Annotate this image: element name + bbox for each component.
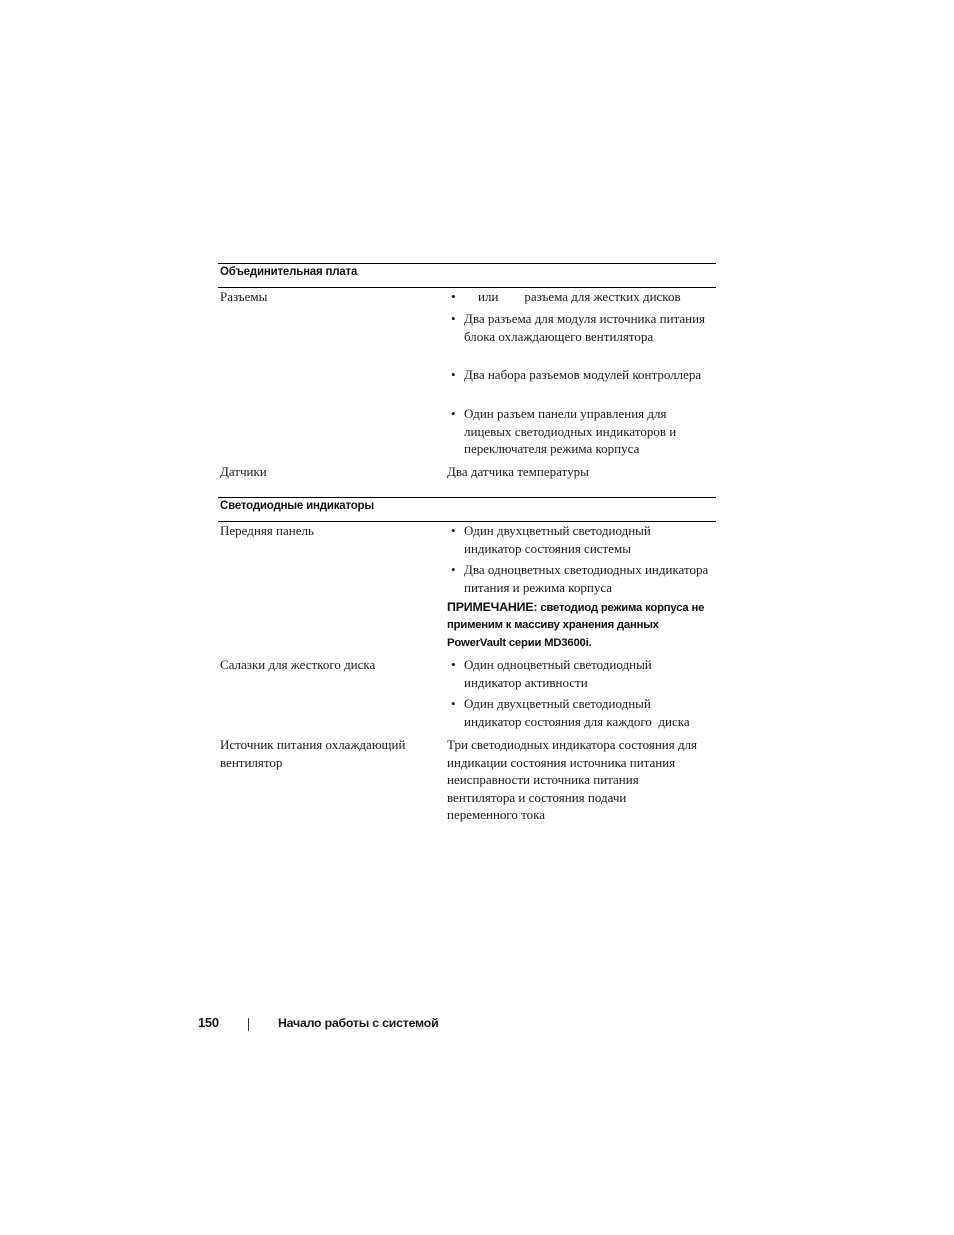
connectors-bullet-4 — [447, 405, 709, 458]
footer-separator — [248, 1018, 249, 1031]
front-panel-label: Передняя панель — [220, 523, 314, 538]
front-panel-bullet-2 — [447, 561, 709, 596]
bullet-text: Один разъем панели управления для лицевых светодиодных индикаторов и переключателя режима корпуса — [464, 406, 677, 456]
section1-top-rule — [218, 263, 716, 264]
bullet-text: Один двухцветный светодиодный индикатор состояния системы — [464, 523, 651, 556]
bullet-icon: • — [451, 562, 456, 577]
psu-fan-value: Три светодиодных индикатора состояния для индикации состояния источника питания неисправности источника питания вентилятора и состояния подачи переменного тока — [447, 737, 701, 822]
section1-heading: Объединительная плата — [220, 266, 358, 278]
sensors-value: Два датчика температуры — [447, 464, 589, 479]
drive-carrier-bullet-2 — [447, 695, 709, 730]
connectors-bullet-1 — [447, 288, 709, 306]
bullet-icon: • — [451, 367, 456, 382]
bullet-text: или разъема для жестких дисков — [478, 289, 681, 304]
psu-fan-label: Источник питания охлаждающий вентилятор — [220, 737, 406, 770]
bullet-icon: • — [451, 311, 456, 326]
bullet-text: Два разъема для модуля источника питания блока охлаждающего вентилятора — [464, 311, 706, 344]
bullet-text: Один двухцветный светодиодный индикатор состояния для каждого диска — [464, 696, 690, 729]
connectors-bullet-2 — [447, 310, 709, 345]
bullet-icon: • — [451, 523, 456, 538]
bullet-text: Два набора разъемов модулей контроллера — [464, 367, 702, 382]
front-panel-note — [447, 599, 715, 652]
bullet-icon: • — [451, 657, 456, 672]
bullet-icon: • — [451, 406, 456, 421]
note-text: светодиод режима корпуса не применим к массиву хранения данных PowerVault серии MD3600i. — [447, 602, 705, 649]
section2-heading: Светодиодные индикаторы — [220, 500, 375, 512]
page-number: 150 — [198, 1015, 219, 1030]
connectors-bullet-3 — [447, 366, 709, 384]
bullet-icon: • — [451, 696, 456, 711]
note-label: ПРИМЕЧАНИЕ: — [447, 600, 538, 614]
footer-chapter-title: Начало работы с системой — [278, 1016, 439, 1030]
drive-carrier-label: Салазки для жесткого диска — [220, 657, 376, 672]
drive-carrier-bullet-1 — [447, 656, 709, 691]
bullet-text: Один одноцветный светодиодный индикатор активности — [464, 657, 652, 690]
sensors-label: Датчики — [220, 464, 267, 479]
bullet-text: Два одноцветных светодиодных индикатора питания и режима корпуса — [464, 562, 709, 595]
connectors-label: Разъемы — [220, 289, 268, 304]
bullet-icon: • — [451, 289, 456, 304]
front-panel-bullet-1 — [447, 522, 709, 557]
section2-top-rule — [218, 497, 716, 498]
